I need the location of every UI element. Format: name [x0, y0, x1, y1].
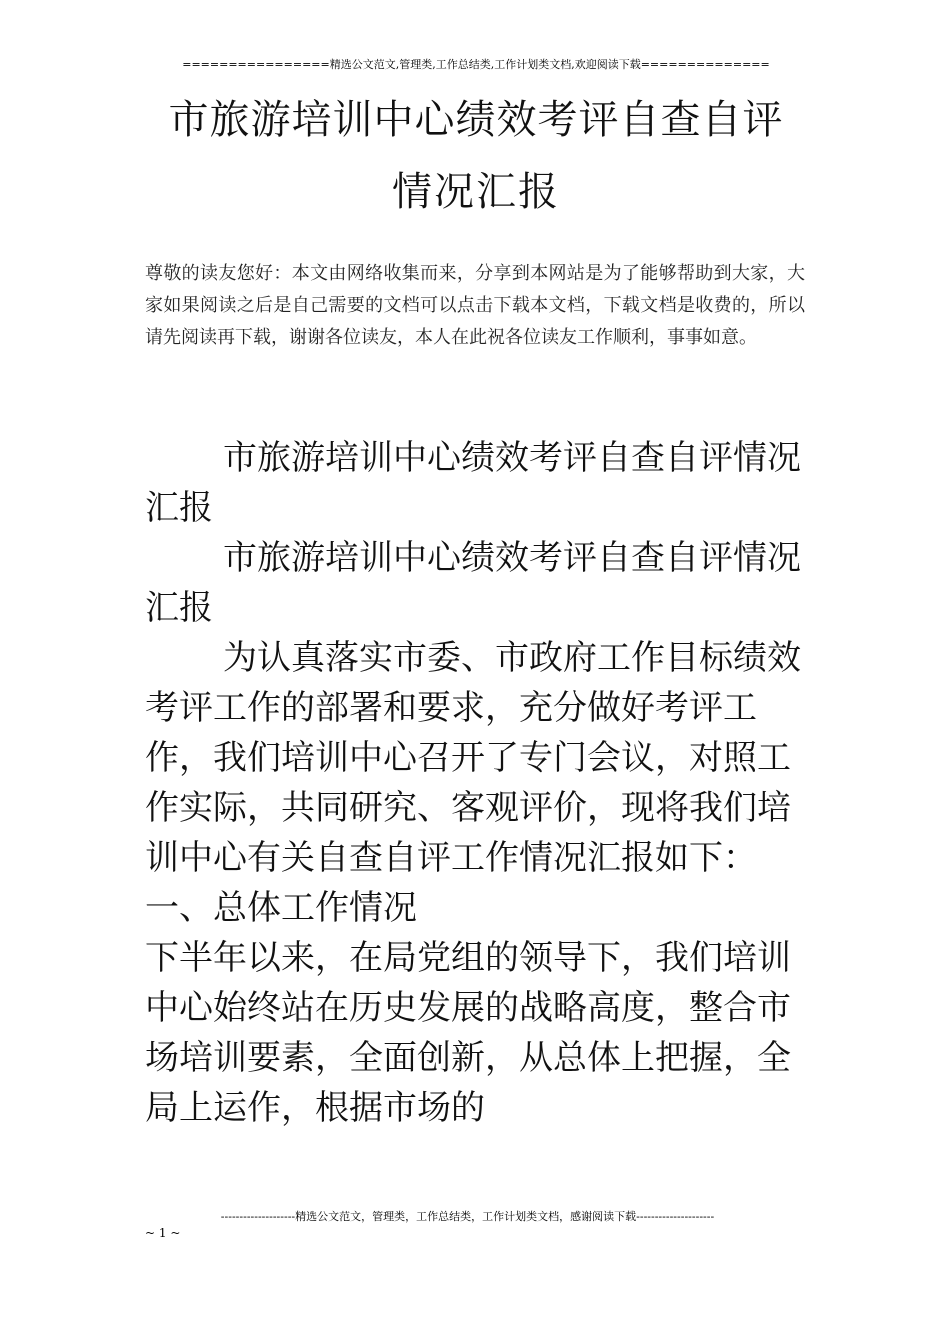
body-repeat-title-1: 市旅游培训中心绩效考评自查自评情况汇报	[145, 438, 801, 528]
document-title-line-2: 情况汇报	[392, 169, 560, 215]
header-banner: ================精选公文范文,管理类,工作总结类,工作计划类文档,欢迎阅读下载==============	[182, 58, 770, 71]
document-title-line-1: 市旅游培训中心绩效考评自查自评	[168, 97, 784, 143]
section-1-paragraph: 下半年以来，在局党组的领导下，我们培训中心始终站在历史发展的战略高度，整合市场培训要素，全面创新，从总体上把握，全局上运作，根据市场的	[145, 938, 791, 1128]
body-repeat-title-2: 市旅游培训中心绩效考评自查自评情况汇报	[145, 538, 801, 628]
page-number: ~ 1 ~	[145, 1226, 181, 1240]
section-1-heading: 一、总体工作情况	[145, 888, 417, 928]
footer-banner: --------------------精选公文范文，管理类，工作总结类，工作计划类文档，感谢阅读下载---------------------	[220, 1210, 715, 1223]
body-intro-paragraph: 为认真落实市委、市政府工作目标绩效考评工作的部署和要求，充分做好考评工作，我们培训中心召开了专门会议，对照工作实际，共同研究、客观评价，现将我们培训中心有关自查自评工作情况汇报如下：	[145, 638, 801, 878]
document-body	[145, 433, 805, 1133]
reader-notice: 尊敬的读友您好：本文由网络收集而来，分享到本网站是为了能够帮助到大家，大家如果阅读之后是自己需要的文档可以点击下载本文档，下载文档是收费的，所以请先阅读再下载，谢谢各位读友，本人在此祝各位读友工作顺利，事事如意。	[145, 263, 805, 348]
